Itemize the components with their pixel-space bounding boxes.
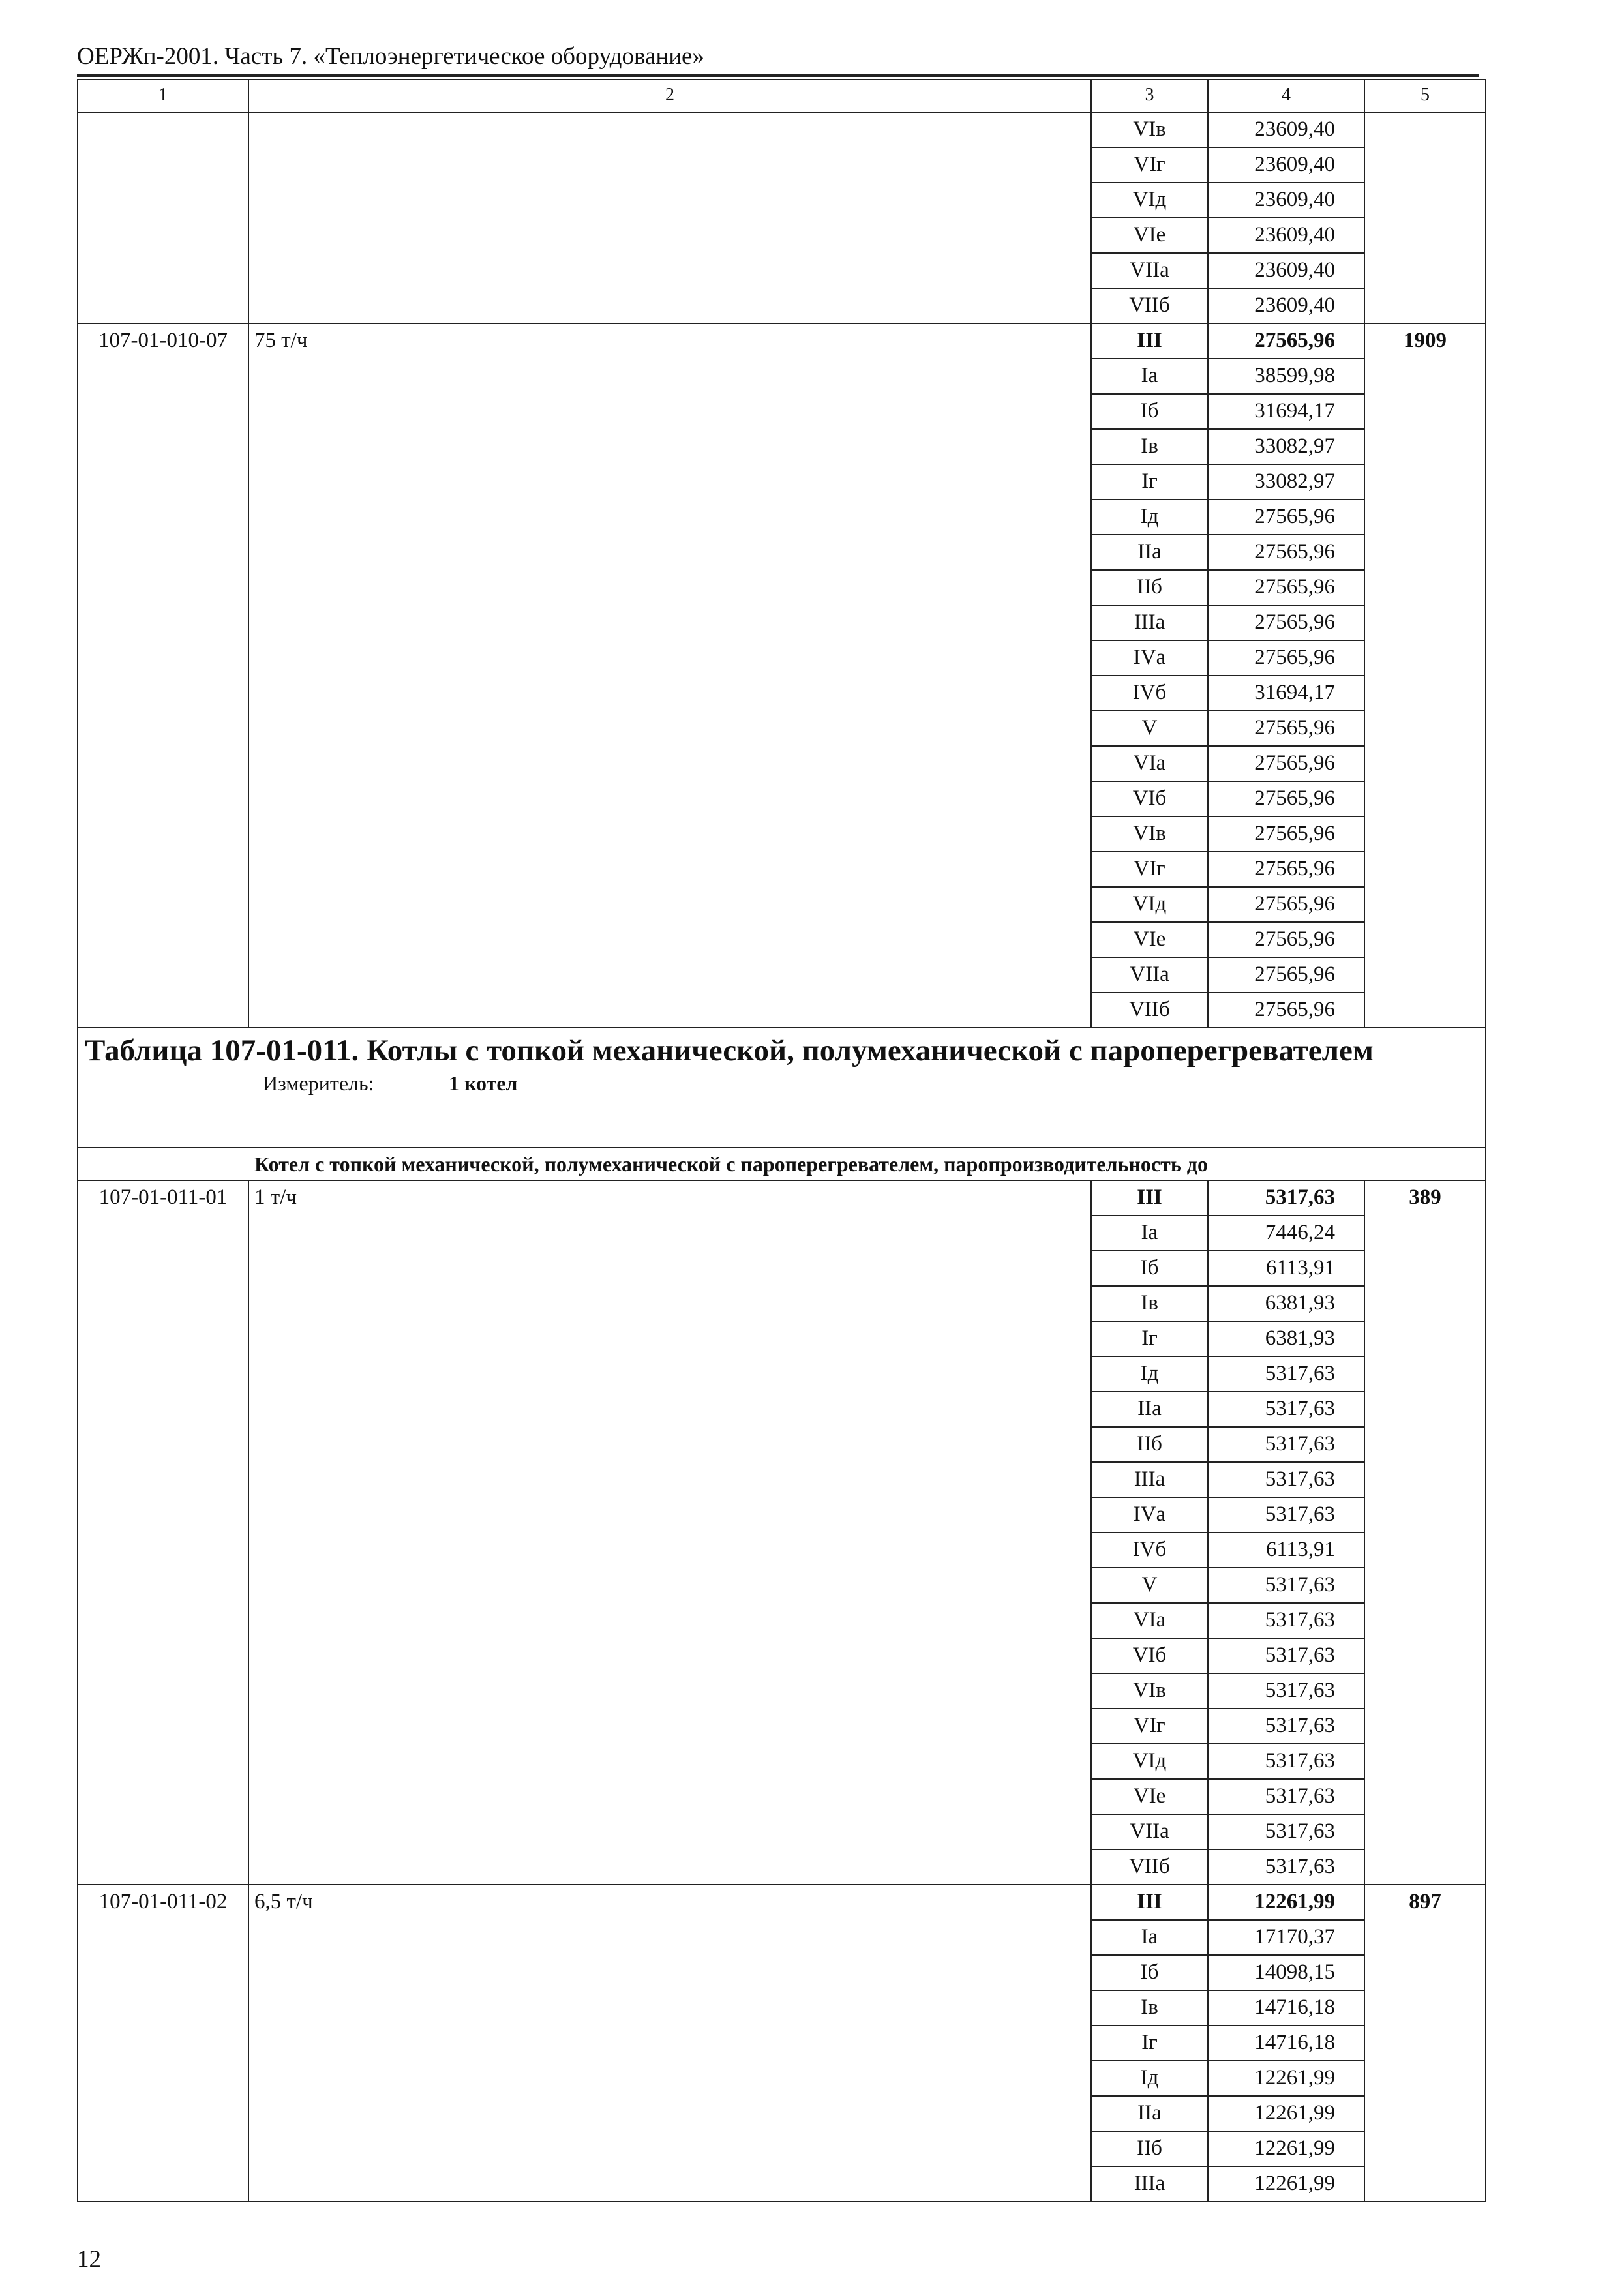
price-cell: 5317,63 — [1208, 1709, 1364, 1744]
column-number: 1 — [78, 80, 248, 112]
zone-cell: Iд — [1091, 500, 1208, 535]
price-cell: 12261,99 — [1208, 2096, 1364, 2131]
zone-cell: Iа — [1091, 1920, 1208, 1955]
price-cell: 27565,96 — [1208, 957, 1364, 993]
price-cell: 23609,40 — [1208, 288, 1364, 323]
price-cell: 14098,15 — [1208, 1955, 1364, 1990]
zone-cell: VIIа — [1091, 253, 1208, 288]
page-number: 12 — [77, 2246, 101, 2273]
section-title-cell — [78, 1028, 1486, 1148]
price-cell: 6113,91 — [1208, 1251, 1364, 1286]
zone-cell: Iг — [1091, 1321, 1208, 1356]
zone-cell: Iг — [1091, 2026, 1208, 2061]
continued-name-cell — [248, 112, 1091, 323]
price-cell: 23609,40 — [1208, 218, 1364, 253]
price-cell: 6381,93 — [1208, 1321, 1364, 1356]
labor-cost: 389 — [1364, 1180, 1486, 1885]
zone-cell: VIе — [1091, 922, 1208, 957]
zone-cell: VIе — [1091, 218, 1208, 253]
continued-labor-cell — [1364, 112, 1486, 323]
zone-cell: IIб — [1091, 570, 1208, 605]
price-cell: 14716,18 — [1208, 2026, 1364, 2061]
zone-cell: IVа — [1091, 640, 1208, 676]
zone-cell: Iа — [1091, 1216, 1208, 1251]
zone-cell: IIа — [1091, 535, 1208, 570]
zone-cell: VIд — [1091, 1744, 1208, 1779]
zone-cell: VIб — [1091, 781, 1208, 816]
zone-cell: VIг — [1091, 852, 1208, 887]
price-cell: 17170,37 — [1208, 1920, 1364, 1955]
price-cell: 5317,63 — [1208, 1392, 1364, 1427]
price-table-wrapper — [77, 79, 1485, 2202]
item-code: 107-01-011-01 — [78, 1180, 248, 1885]
page-header: ОЕРЖп-2001. Часть 7. «Теплоэнергетическое оборудование» — [77, 39, 1479, 77]
item-code: 107-01-010-07 — [78, 323, 248, 1028]
price-cell: 27565,96 — [1208, 781, 1364, 816]
item-name: 1 т/ч — [248, 1180, 1091, 1885]
zone-cell: IIIа — [1091, 605, 1208, 640]
item-code: 107-01-011-02 — [78, 1885, 248, 2202]
price-cell: 12261,99 — [1208, 2166, 1364, 2202]
zone-cell: VIб — [1091, 1638, 1208, 1673]
price-cell: 5317,63 — [1208, 1744, 1364, 1779]
price-cell: 27565,96 — [1208, 816, 1364, 852]
zone-cell: VIв — [1091, 112, 1208, 147]
item-name: 75 т/ч — [248, 323, 1091, 1028]
zone-cell: IVа — [1091, 1497, 1208, 1533]
zone-cell: IIб — [1091, 1427, 1208, 1462]
price-cell: 27565,96 — [1208, 500, 1364, 535]
column-number: 2 — [248, 80, 1091, 112]
price-cell: 27565,96 — [1208, 640, 1364, 676]
price-cell: 27565,96 — [1208, 746, 1364, 781]
price-cell: 5317,63 — [1208, 1603, 1364, 1638]
zone-cell: VIIб — [1091, 1849, 1208, 1885]
item-name: 6,5 т/ч — [248, 1885, 1091, 2202]
zone-cell: V — [1091, 711, 1208, 746]
price-cell: 38599,98 — [1208, 359, 1364, 394]
price-cell: 27565,96 — [1208, 887, 1364, 922]
zone-cell: Iд — [1091, 1356, 1208, 1392]
section-title: Таблица 107-01-011. Котлы с топкой механической, полумеханической с пароперегревателем — [85, 1034, 1374, 1068]
zone-cell: VIа — [1091, 1603, 1208, 1638]
price-cell: 23609,40 — [1208, 253, 1364, 288]
measure-value: 1 котел — [449, 1071, 518, 1095]
price-cell: 33082,97 — [1208, 429, 1364, 464]
zone-cell: IVб — [1091, 1533, 1208, 1568]
zone-cell: VIг — [1091, 1709, 1208, 1744]
zone-cell: Iв — [1091, 1990, 1208, 2026]
labor-cost: 897 — [1364, 1885, 1486, 2202]
zone-cell: Iг — [1091, 464, 1208, 500]
zone-cell: V — [1091, 1568, 1208, 1603]
price-cell: 14716,18 — [1208, 1990, 1364, 2026]
table-row — [78, 323, 1486, 359]
price-cell: 12261,99 — [1208, 2061, 1364, 2096]
measure-row — [85, 1069, 1485, 1098]
price-cell: 27565,96 — [1208, 535, 1364, 570]
section-subheading: Котел с топкой механической, полумеханической с пароперегревателем, паропроизводительность до — [78, 1148, 1486, 1180]
zone-cell: IIа — [1091, 1392, 1208, 1427]
price-cell: 31694,17 — [1208, 676, 1364, 711]
zone-cell: VIд — [1091, 887, 1208, 922]
price-cell: 5317,63 — [1208, 1427, 1364, 1462]
price-cell: 5317,63 — [1208, 1849, 1364, 1885]
price-table — [77, 79, 1486, 2202]
zone-cell: VIв — [1091, 1673, 1208, 1709]
price-cell: 5317,63 — [1208, 1180, 1364, 1216]
price-cell: 12261,99 — [1208, 2131, 1364, 2166]
price-cell: 23609,40 — [1208, 183, 1364, 218]
zone-cell: VIIа — [1091, 957, 1208, 993]
column-number: 5 — [1364, 80, 1486, 112]
zone-cell: IVб — [1091, 676, 1208, 711]
price-cell: 7446,24 — [1208, 1216, 1364, 1251]
price-cell: 5317,63 — [1208, 1779, 1364, 1814]
price-cell: 27565,96 — [1208, 993, 1364, 1028]
price-cell: 5317,63 — [1208, 1673, 1364, 1709]
zone-cell: IIIа — [1091, 2166, 1208, 2202]
zone-cell: Iб — [1091, 394, 1208, 429]
price-cell: 27565,96 — [1208, 852, 1364, 887]
zone-cell: III — [1091, 1180, 1208, 1216]
price-cell: 5317,63 — [1208, 1638, 1364, 1673]
price-cell: 23609,40 — [1208, 147, 1364, 183]
price-cell: 6381,93 — [1208, 1286, 1364, 1321]
measure-label: Измеритель: — [263, 1071, 374, 1095]
continued-code-cell — [78, 112, 248, 323]
zone-cell: III — [1091, 323, 1208, 359]
zone-cell: VIв — [1091, 816, 1208, 852]
table-row — [78, 112, 1486, 147]
zone-cell: Iд — [1091, 2061, 1208, 2096]
price-cell: 5317,63 — [1208, 1497, 1364, 1533]
zone-cell: III — [1091, 1885, 1208, 1920]
zone-cell: VIIа — [1091, 1814, 1208, 1849]
price-cell: 31694,17 — [1208, 394, 1364, 429]
price-cell: 27565,96 — [1208, 922, 1364, 957]
zone-cell: VIе — [1091, 1779, 1208, 1814]
subheading-row — [78, 1148, 1486, 1180]
price-cell: 12261,99 — [1208, 1885, 1364, 1920]
table-row — [78, 1180, 1486, 1216]
zone-cell: IIа — [1091, 2096, 1208, 2131]
price-cell: 5317,63 — [1208, 1356, 1364, 1392]
column-number: 4 — [1208, 80, 1364, 112]
zone-cell: VIа — [1091, 746, 1208, 781]
zone-cell: Iв — [1091, 429, 1208, 464]
price-cell: 27565,96 — [1208, 323, 1364, 359]
zone-cell: VIг — [1091, 147, 1208, 183]
zone-cell: IIб — [1091, 2131, 1208, 2166]
price-cell: 33082,97 — [1208, 464, 1364, 500]
price-cell: 5317,63 — [1208, 1462, 1364, 1497]
zone-cell: IIIа — [1091, 1462, 1208, 1497]
price-cell: 5317,63 — [1208, 1568, 1364, 1603]
price-cell: 27565,96 — [1208, 711, 1364, 746]
zone-cell: Iв — [1091, 1286, 1208, 1321]
zone-cell: VIд — [1091, 183, 1208, 218]
section-title-row — [78, 1028, 1486, 1148]
zone-cell: Iб — [1091, 1955, 1208, 1990]
price-cell: 5317,63 — [1208, 1814, 1364, 1849]
labor-cost: 1909 — [1364, 323, 1486, 1028]
zone-cell: Iа — [1091, 359, 1208, 394]
price-cell: 23609,40 — [1208, 112, 1364, 147]
price-cell: 27565,96 — [1208, 570, 1364, 605]
zone-cell: VIIб — [1091, 288, 1208, 323]
price-cell: 27565,96 — [1208, 605, 1364, 640]
price-cell: 6113,91 — [1208, 1533, 1364, 1568]
zone-cell: Iб — [1091, 1251, 1208, 1286]
table-row — [78, 1885, 1486, 1920]
column-number: 3 — [1091, 80, 1208, 112]
column-number-row — [78, 80, 1486, 112]
zone-cell: VIIб — [1091, 993, 1208, 1028]
